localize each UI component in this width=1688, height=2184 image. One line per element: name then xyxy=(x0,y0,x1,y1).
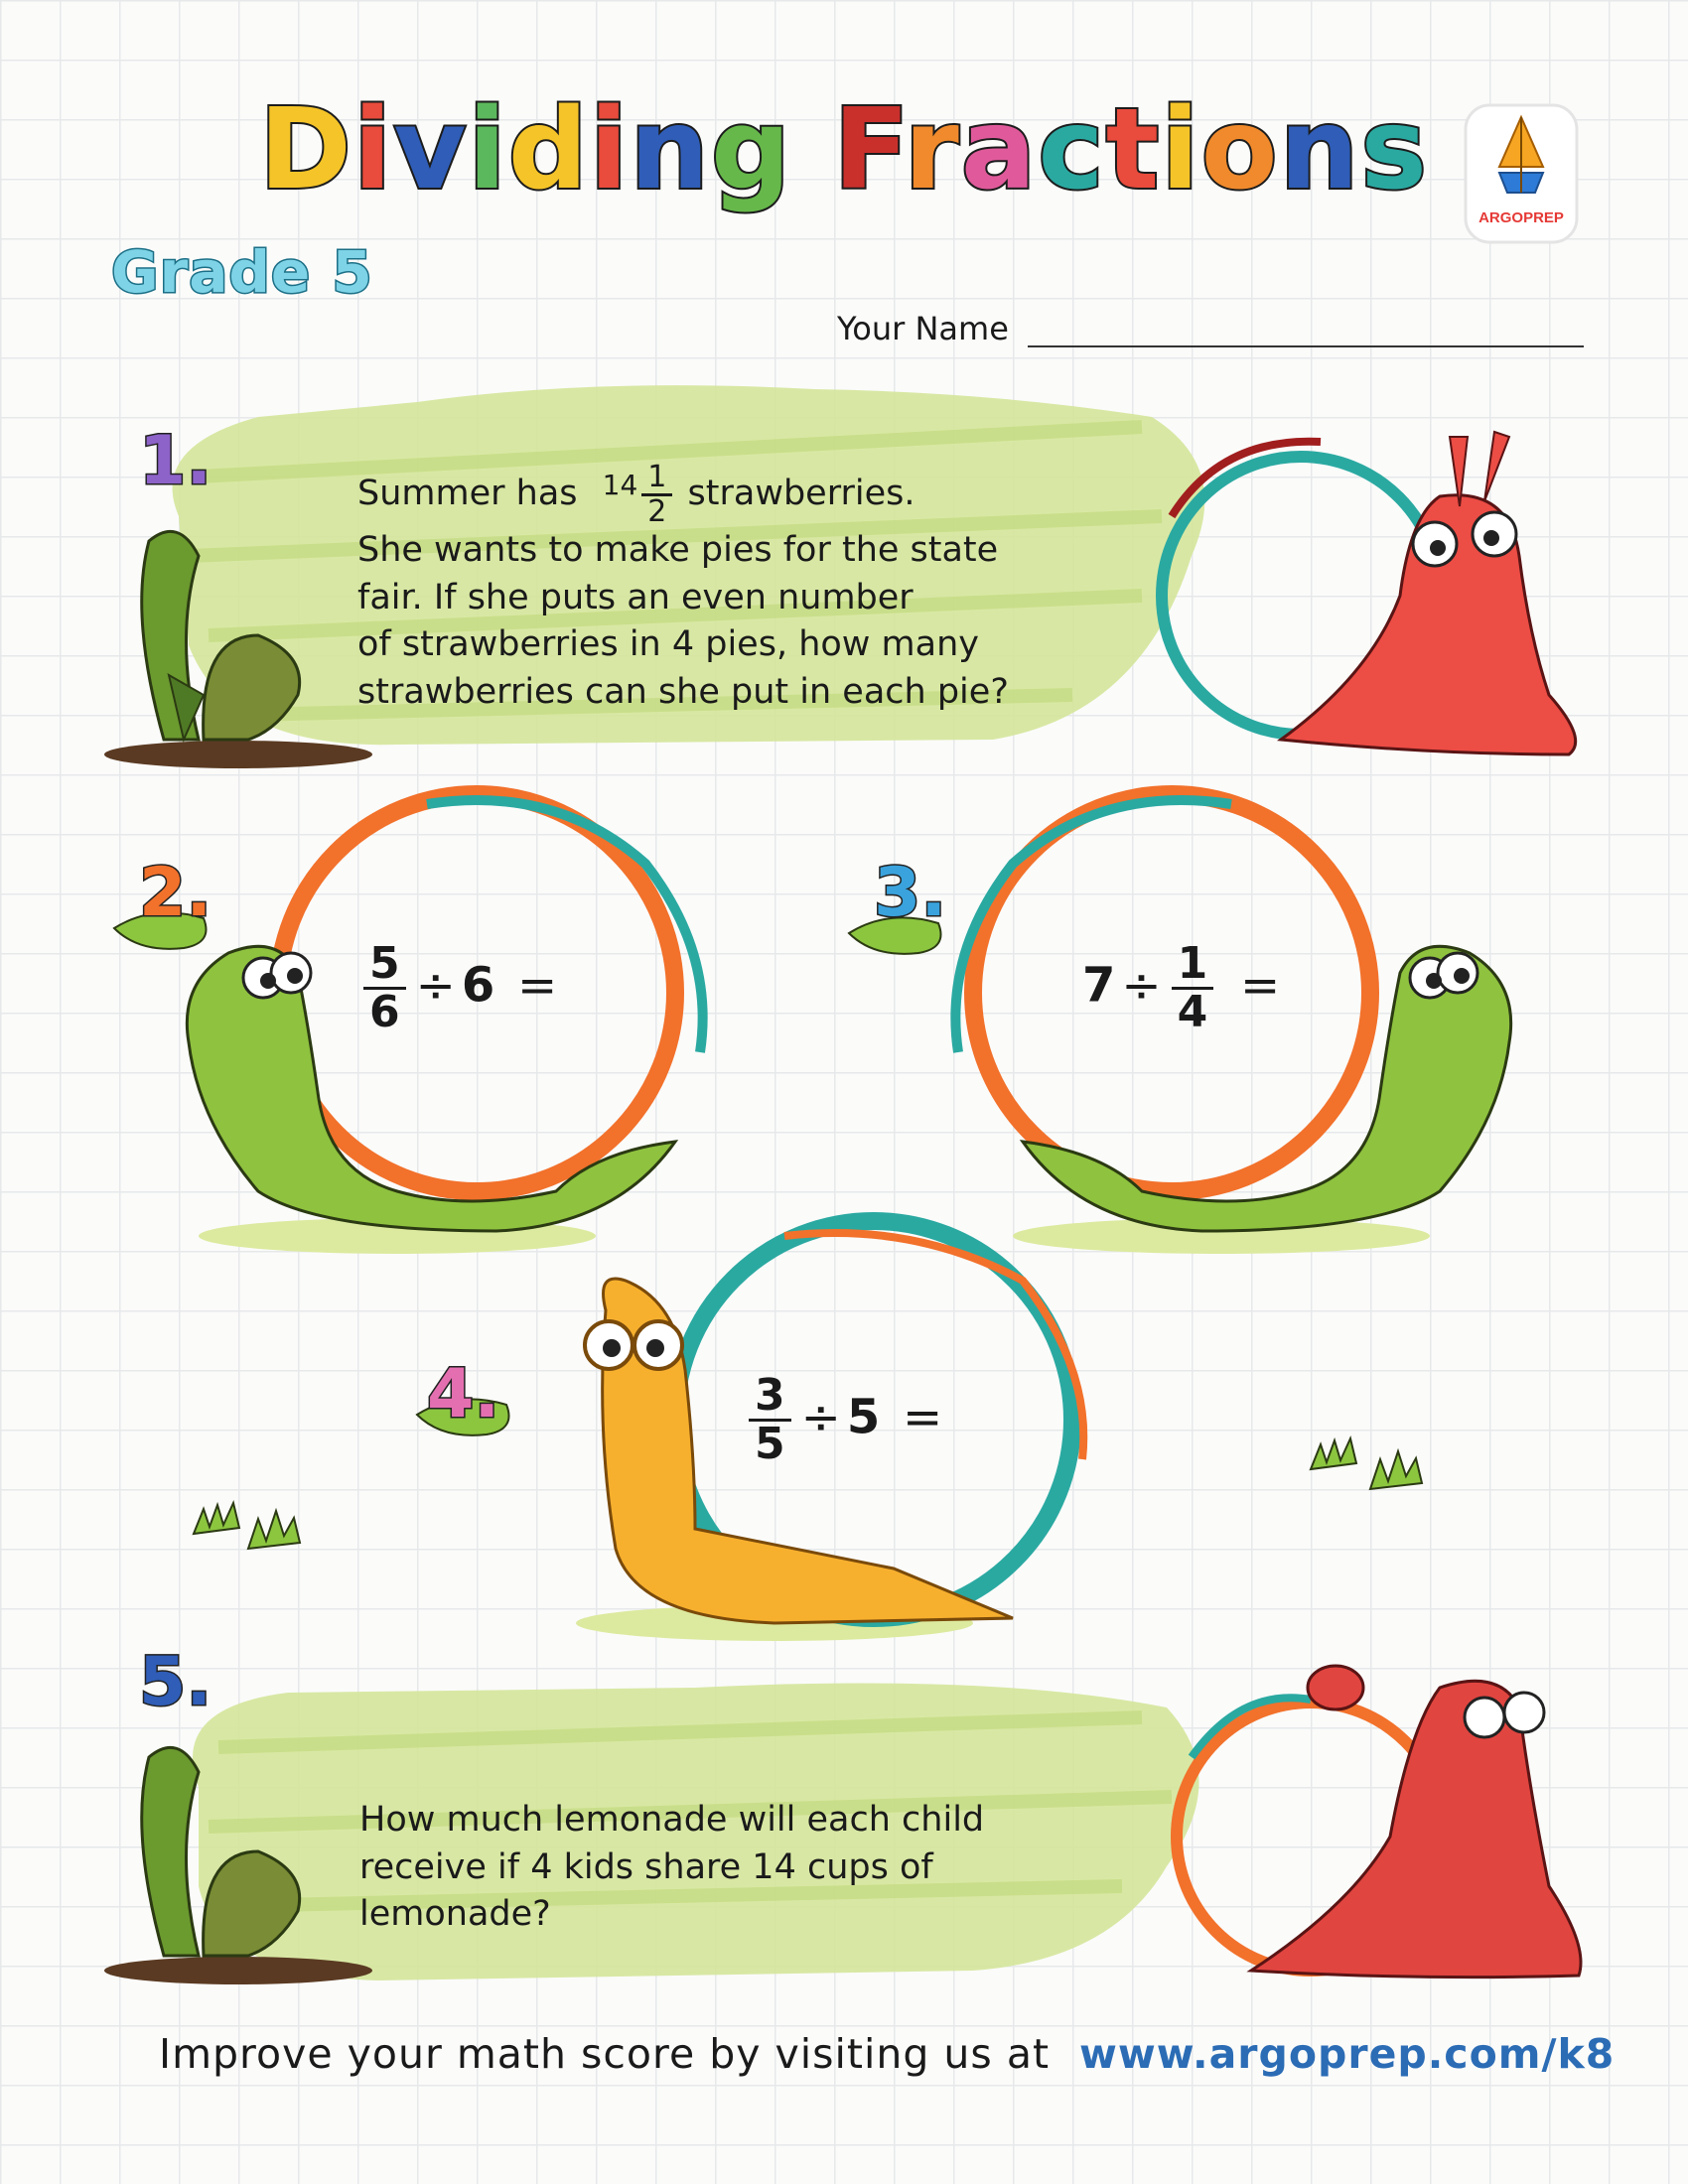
title-letter: d xyxy=(507,85,590,214)
q1-line1: Summer has $^{14}$ $\frac{1}{2}$ strawberries. xyxy=(357,460,915,529)
q1-line4: of strawberries in 4 pies, how many xyxy=(357,624,979,665)
title-letter: i xyxy=(352,85,394,214)
grade-label: Grade 5 xyxy=(111,238,373,306)
title-letter: i xyxy=(1161,85,1201,214)
q2-expression: $\frac{5}{6}$ ÷ 6 = xyxy=(359,941,563,1035)
q5-line1: How much lemonade will each child xyxy=(359,1800,985,1840)
page-title xyxy=(0,85,1688,214)
q4-expression: $\frac{3}{5}$ ÷ 5 = xyxy=(745,1373,948,1467)
title-letter: o xyxy=(1200,85,1280,214)
title-letter: a xyxy=(960,85,1039,214)
q1-text xyxy=(357,462,1152,716)
q1-number: 1. xyxy=(139,422,212,500)
name-label: Your Name xyxy=(837,310,1009,347)
red-snail-q1 xyxy=(1162,432,1576,754)
footer-text: Improve your math score by visiting us at xyxy=(159,2030,1051,2078)
title-letter: i xyxy=(589,85,631,214)
title-letter: s xyxy=(1360,85,1430,214)
q4-number: 4. xyxy=(427,1355,500,1433)
title-letter xyxy=(792,85,833,214)
title-letter: r xyxy=(904,85,961,214)
q2-fraction: $\frac{5}{6}$ xyxy=(363,941,406,1035)
q5-line3: lemonade? xyxy=(359,1894,551,1935)
title-letter: F xyxy=(833,85,905,214)
q1-line3: fair. If she puts an even number xyxy=(357,577,914,617)
title-letter: v xyxy=(393,85,469,214)
name-input-line[interactable] xyxy=(1028,345,1584,347)
title-letter: i xyxy=(468,85,508,214)
q3-number: 3. xyxy=(874,854,947,932)
logo-text: ARGOPREP xyxy=(1478,209,1564,226)
q5-number: 5. xyxy=(139,1643,212,1721)
q2-number: 2. xyxy=(139,854,212,932)
q1-line5: strawberries can she put in each pie? xyxy=(357,671,1009,712)
footer xyxy=(159,2030,1615,2078)
q5-text xyxy=(359,1797,1114,1939)
footer-url-link[interactable]: www.argoprep.com/k8 xyxy=(1079,2030,1616,2078)
q4-fraction: $\frac{3}{5}$ xyxy=(749,1373,791,1467)
q1-line2: She wants to make pies for the state xyxy=(357,530,999,570)
q3-fraction: $\frac{1}{4}$ xyxy=(1172,941,1214,1035)
argoprep-logo xyxy=(1460,99,1583,248)
title-letter: n xyxy=(630,85,712,214)
title-letter: g xyxy=(711,85,793,214)
q5-line2: receive if 4 kids share 14 cups of xyxy=(359,1846,933,1887)
title-letter: D xyxy=(258,85,353,214)
red-snail-q5 xyxy=(1177,1666,1581,1978)
title-letter: t xyxy=(1105,85,1162,214)
title-letter: n xyxy=(1279,85,1361,214)
q3-expression: 7 ÷ $\frac{1}{4}$ = xyxy=(1082,938,1281,1038)
q1-fraction: $\frac{1}{2}$ xyxy=(641,462,672,527)
title-letter: c xyxy=(1038,85,1106,214)
q1-whole: 14 xyxy=(602,469,638,501)
